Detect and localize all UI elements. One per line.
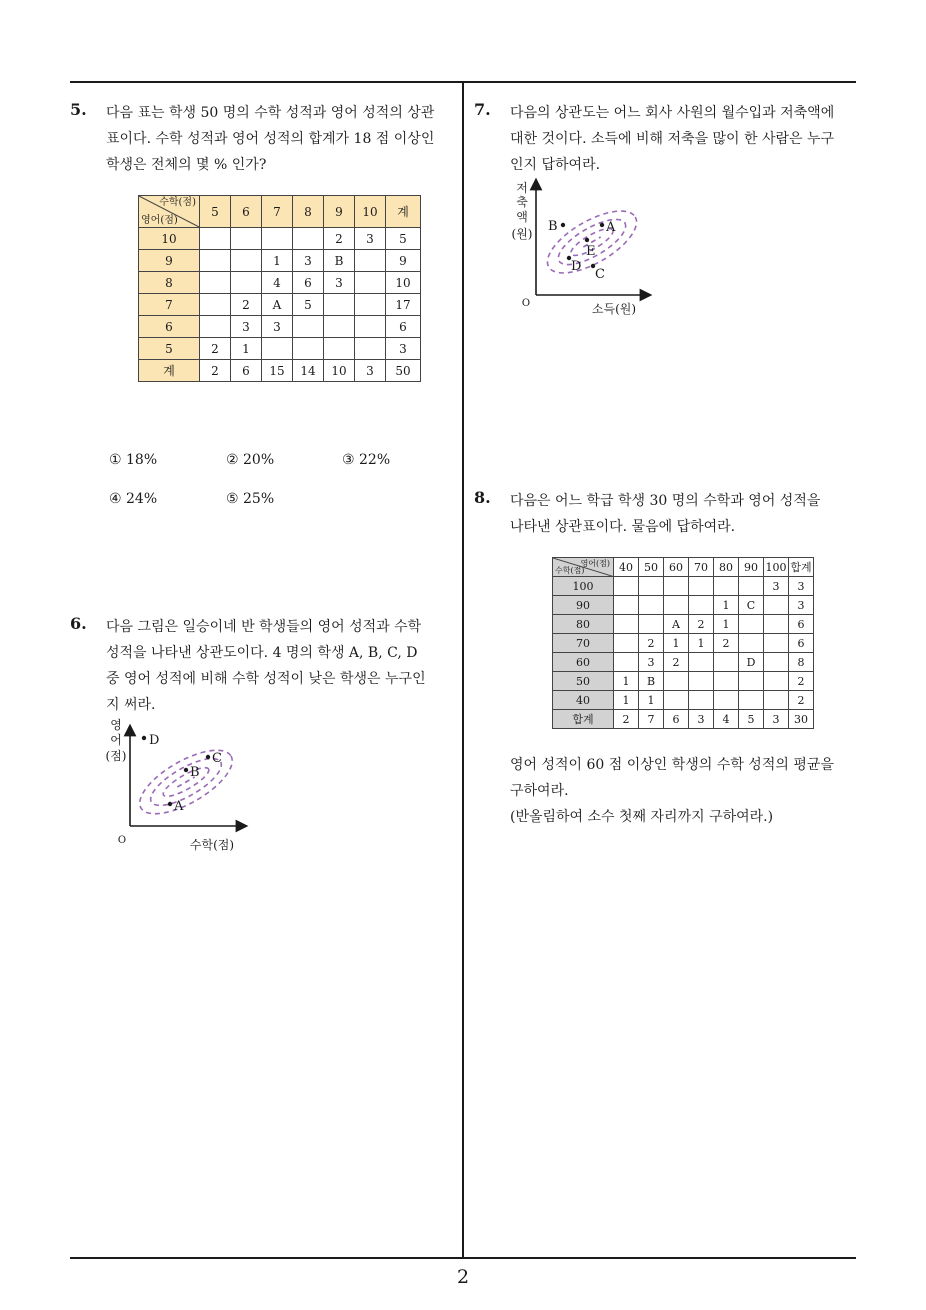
point-label: A [174, 799, 184, 814]
column-header: 6 [231, 196, 262, 228]
table-cell [200, 250, 231, 272]
column-header: 5 [200, 196, 231, 228]
question-text [510, 100, 834, 178]
column-header: 40 [614, 558, 639, 577]
table-cell: 2 [639, 634, 664, 653]
table-cell: 6 [293, 272, 324, 294]
row-header: 40 [553, 691, 614, 710]
table-cell [764, 634, 789, 653]
table-cell: 10 [324, 360, 355, 382]
origin-label: O [117, 835, 127, 846]
question-number: 6. [70, 614, 87, 633]
table-corner [553, 558, 614, 577]
table-cell: 14 [293, 360, 324, 382]
table-cell: 3 [355, 360, 386, 382]
table-cell: 3 [789, 596, 814, 615]
table-cell: 1 [714, 615, 739, 634]
table-cell: 3 [355, 228, 386, 250]
table-cell [689, 672, 714, 691]
table-cell [200, 272, 231, 294]
table-cell [355, 250, 386, 272]
table-cell [664, 691, 689, 710]
row-header: 50 [553, 672, 614, 691]
table-cell: 3 [764, 577, 789, 596]
table-cell: B [324, 250, 355, 272]
choice-4[interactable]: ④ 24% [109, 491, 158, 507]
point-label: C [212, 751, 222, 766]
table-corner [139, 196, 200, 228]
table-cell [639, 577, 664, 596]
question-line: 중 영어 성적에 비해 수학 성적이 낮은 학생은 누구인 [106, 671, 426, 687]
table-cell: 1 [262, 250, 293, 272]
point-a [600, 223, 604, 227]
table-cell: 5 [386, 228, 421, 250]
choice-2[interactable]: ② 20% [226, 452, 275, 468]
table-cell: 4 [262, 272, 293, 294]
table-cell [664, 672, 689, 691]
row-header: 계 [139, 360, 200, 382]
table-cell [614, 634, 639, 653]
table-cell: C [739, 596, 764, 615]
row-header: 8 [139, 272, 200, 294]
table-cell: 3 [386, 338, 421, 360]
table-cell: 2 [200, 338, 231, 360]
row-header: 70 [553, 634, 614, 653]
table-cell [355, 316, 386, 338]
question-line: 표이다. 수학 성적과 영어 성적의 합계가 18 점 이상인 [106, 131, 435, 147]
table-cell [231, 250, 262, 272]
y-axis-label: 축 [516, 195, 528, 209]
table-cell: 3 [231, 316, 262, 338]
table-cell: 7 [639, 710, 664, 729]
table-cell: 3 [689, 710, 714, 729]
table-cell [293, 228, 324, 250]
question-text [510, 488, 820, 540]
point-label: D [149, 733, 160, 748]
question-line: 다음은 어느 학급 학생 30 명의 수학과 영어 성적을 [510, 493, 821, 509]
column-divider [462, 82, 464, 1259]
followup-line: 영어 성적이 60 점 이상인 학생의 수학 성적의 평균을 [510, 757, 834, 773]
table-cell: 3 [639, 653, 664, 672]
table-cell: 6 [386, 316, 421, 338]
scatter-diagram-q7 [502, 178, 682, 318]
point-c [206, 755, 210, 759]
point-label: E [586, 244, 596, 259]
table-cell: 4 [714, 710, 739, 729]
y-axis-label: 액 [516, 210, 528, 224]
table-cell [262, 338, 293, 360]
column-header: 50 [639, 558, 664, 577]
row-header: 100 [553, 577, 614, 596]
corner-bottom-label: 수학(점) [555, 566, 585, 575]
point-a [168, 802, 172, 806]
table-cell [714, 672, 739, 691]
table-cell [714, 653, 739, 672]
table-cell: 3 [324, 272, 355, 294]
table-cell [355, 272, 386, 294]
point-label: C [595, 267, 605, 282]
table-cell: 50 [386, 360, 421, 382]
table-cell: 6 [789, 634, 814, 653]
table-cell: 3 [262, 316, 293, 338]
table-cell: 1 [614, 691, 639, 710]
table-cell: 2 [231, 294, 262, 316]
row-header: 5 [139, 338, 200, 360]
table-cell [689, 577, 714, 596]
table-cell [739, 672, 764, 691]
table-cell: 10 [386, 272, 421, 294]
row-header: 7 [139, 294, 200, 316]
table-cell: 17 [386, 294, 421, 316]
y-axis-label: 저 [516, 181, 528, 195]
table-cell: 8 [789, 653, 814, 672]
table-cell [664, 577, 689, 596]
corner-top-label: 영어(점) [580, 559, 610, 568]
scatter-diagram-q6 [100, 716, 290, 856]
table-cell: A [262, 294, 293, 316]
choice-1[interactable]: ① 18% [109, 452, 158, 468]
choice-3[interactable]: ③ 22% [342, 452, 391, 468]
correlation-table-q8 [552, 557, 814, 729]
table-cell [764, 672, 789, 691]
question-line: 지 써라. [106, 697, 156, 713]
table-cell [739, 691, 764, 710]
table-cell: 3 [764, 710, 789, 729]
table-cell: 2 [614, 710, 639, 729]
point-d [142, 736, 146, 740]
origin-label: O [521, 298, 531, 309]
choice-5[interactable]: ⑤ 25% [226, 491, 275, 507]
question-line: 나타낸 상관표이다. 물음에 답하여라. [510, 519, 736, 535]
question-line: 인지 답하여라. [510, 157, 601, 173]
table-cell: D [739, 653, 764, 672]
table-cell [739, 615, 764, 634]
y-axis-label: (점) [105, 749, 127, 763]
point-label: A [606, 220, 616, 235]
table-cell: 1 [714, 596, 739, 615]
page-number: 2 [456, 1266, 470, 1288]
table-cell [614, 577, 639, 596]
point-b [184, 768, 188, 772]
point-b [561, 223, 565, 227]
table-cell: 2 [789, 691, 814, 710]
point-label: B [548, 219, 558, 234]
table-cell [200, 294, 231, 316]
corner-top-label: 수학(점) [159, 197, 196, 208]
point-label: D [571, 259, 582, 274]
table-cell [689, 653, 714, 672]
table-cell: 15 [262, 360, 293, 382]
table-cell [664, 596, 689, 615]
table-cell [355, 294, 386, 316]
scatter-region [130, 738, 241, 826]
question-number: 8. [474, 488, 491, 507]
table-cell [764, 596, 789, 615]
scatter-region [538, 199, 646, 285]
table-cell [739, 634, 764, 653]
table-cell [714, 691, 739, 710]
table-cell: 3 [293, 250, 324, 272]
question-number: 5. [70, 100, 87, 119]
column-header: 합계 [789, 558, 814, 577]
row-header: 합계 [553, 710, 614, 729]
y-axis-label: 영 [110, 718, 122, 732]
table-cell: 2 [689, 615, 714, 634]
table-cell: 30 [789, 710, 814, 729]
table-cell [200, 228, 231, 250]
column-header: 80 [714, 558, 739, 577]
table-cell: 2 [789, 672, 814, 691]
row-header: 9 [139, 250, 200, 272]
table-cell: 2 [664, 653, 689, 672]
column-header: 60 [664, 558, 689, 577]
question-line: 대한 것이다. 소득에 비해 저축을 많이 한 사람은 누구 [510, 131, 835, 147]
table-cell: 1 [689, 634, 714, 653]
question-line: 다음 그림은 일승이네 반 학생들의 영어 성적과 수학 [106, 619, 422, 635]
table-cell [262, 228, 293, 250]
table-cell: 3 [789, 577, 814, 596]
column-header: 10 [355, 196, 386, 228]
table-cell [689, 596, 714, 615]
table-cell [739, 577, 764, 596]
followup-line: 구하여라. [510, 783, 569, 799]
row-header: 10 [139, 228, 200, 250]
followup-line: (반올림하여 소수 첫째 자리까지 구하여라.) [510, 809, 774, 825]
table-cell [324, 338, 355, 360]
column-header: 9 [324, 196, 355, 228]
row-header: 60 [553, 653, 614, 672]
column-header: 100 [764, 558, 789, 577]
bottom-rule [70, 1257, 856, 1259]
table-cell: 2 [200, 360, 231, 382]
table-cell [231, 272, 262, 294]
table-cell: 9 [386, 250, 421, 272]
question-number: 7. [474, 100, 491, 119]
x-axis-label: 소득(원) [591, 302, 637, 316]
table-cell [614, 653, 639, 672]
table-cell: 5 [293, 294, 324, 316]
y-axis-label: (원) [511, 227, 533, 241]
column-header: 70 [689, 558, 714, 577]
table-cell: 1 [639, 691, 664, 710]
table-cell [714, 577, 739, 596]
table-cell: B [639, 672, 664, 691]
column-header: 계 [386, 196, 421, 228]
question-text [106, 100, 434, 178]
question-line: 성적을 나타낸 상관도이다. 4 명의 학생 A, B, C, D [106, 645, 418, 661]
row-header: 90 [553, 596, 614, 615]
table-cell [293, 338, 324, 360]
column-header: 90 [739, 558, 764, 577]
table-cell [355, 338, 386, 360]
table-cell [639, 596, 664, 615]
correlation-table-q5 [138, 195, 421, 382]
question-text [106, 614, 426, 718]
table-cell: 6 [664, 710, 689, 729]
table-cell: 5 [739, 710, 764, 729]
table-cell [764, 691, 789, 710]
table-cell [764, 653, 789, 672]
table-cell [324, 294, 355, 316]
table-cell [639, 615, 664, 634]
question-line: 다음 표는 학생 50 명의 수학 성적과 영어 성적의 상관 [106, 105, 435, 121]
row-header: 6 [139, 316, 200, 338]
table-cell: 6 [789, 615, 814, 634]
column-header: 8 [293, 196, 324, 228]
table-cell: 1 [664, 634, 689, 653]
x-axis-label: 수학(점) [189, 838, 235, 852]
table-cell: 1 [231, 338, 262, 360]
point-e [585, 238, 589, 242]
table-cell [614, 596, 639, 615]
table-cell [293, 316, 324, 338]
table-cell: 2 [714, 634, 739, 653]
corner-bottom-label: 영어(점) [141, 215, 178, 226]
table-cell [200, 316, 231, 338]
question-8-followup [510, 752, 834, 830]
table-cell [614, 615, 639, 634]
y-axis-label: 어 [110, 733, 122, 747]
table-cell: A [664, 615, 689, 634]
point-label: B [190, 765, 200, 780]
table-cell [324, 316, 355, 338]
table-cell: 6 [231, 360, 262, 382]
table-cell [689, 691, 714, 710]
row-header: 80 [553, 615, 614, 634]
table-cell [231, 228, 262, 250]
column-header: 7 [262, 196, 293, 228]
question-line: 다음의 상관도는 어느 회사 사원의 월수입과 저축액에 [510, 105, 835, 121]
table-cell [764, 615, 789, 634]
table-cell: 2 [324, 228, 355, 250]
question-line: 학생은 전체의 몇 % 인가? [106, 157, 267, 173]
table-cell: 1 [614, 672, 639, 691]
